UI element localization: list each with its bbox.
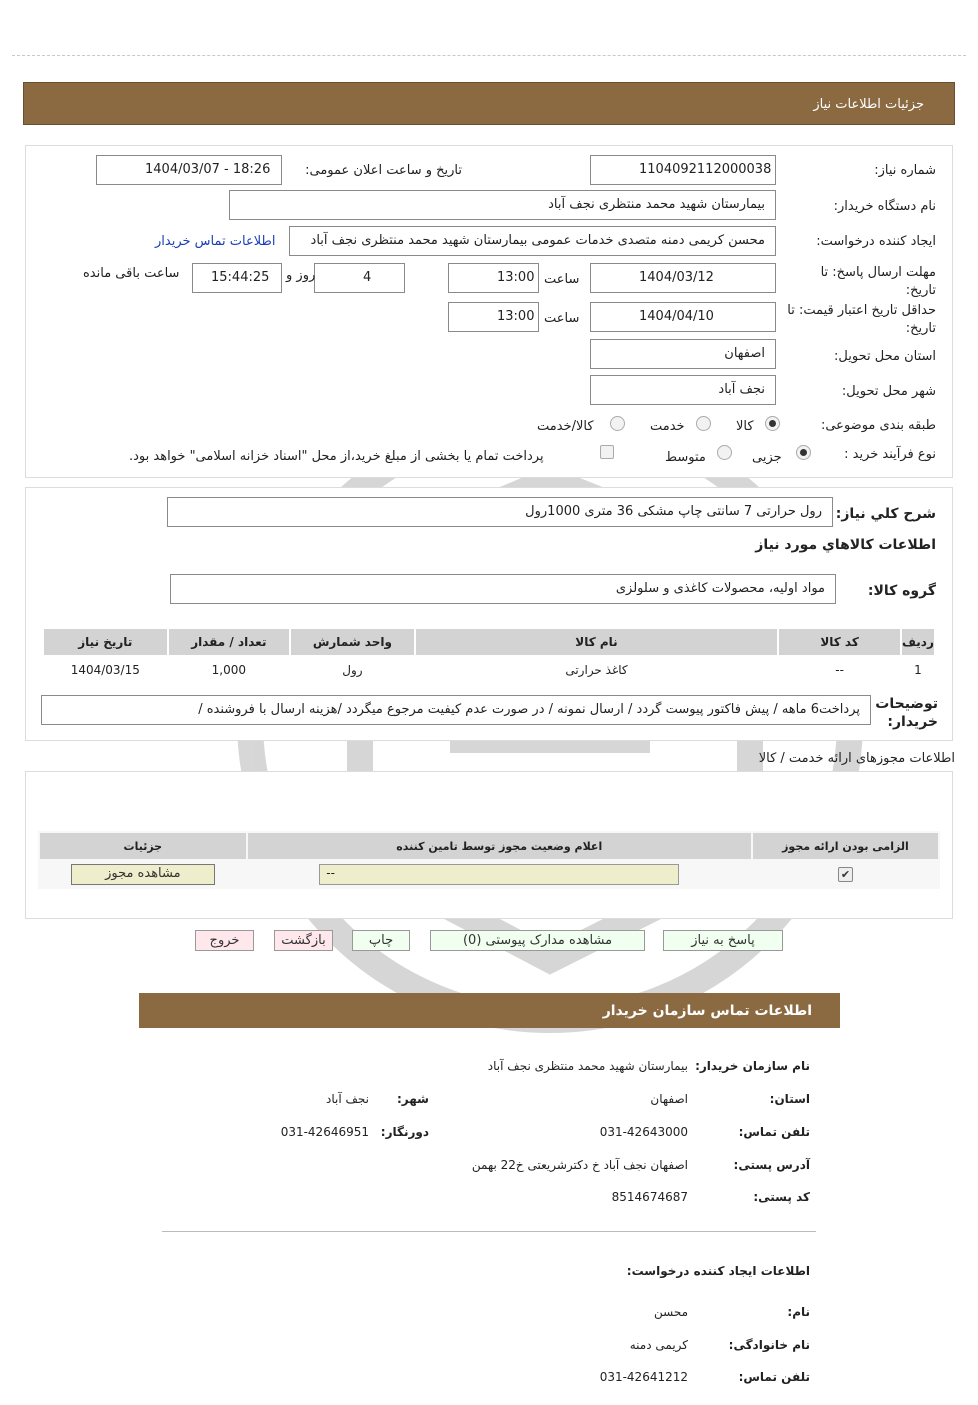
col-row-number: رديف <box>902 629 934 655</box>
category-radio-goods[interactable] <box>765 416 780 431</box>
col-permit-required: الزامی بودن ارائه مجوز <box>753 833 938 859</box>
need-number-label: شماره نياز: <box>874 163 936 178</box>
cell-goods-code: -- <box>835 663 844 677</box>
buyer-notes-label: توضیحات خریدار: <box>875 696 938 730</box>
creator-name-label: نام: <box>787 1305 810 1319</box>
purchase-radio-medium[interactable] <box>717 445 732 460</box>
contact-address-value: اصفهان نجف آباد خ دکترشریعتی خ22 بهمن <box>471 1158 688 1172</box>
goods-group-label: گروه کالا: <box>867 583 936 599</box>
page-title: جزئيات اطلاعات نياز <box>813 97 924 112</box>
deadline-time-label: ساعت <box>544 272 580 287</box>
need-summary-label: شرح کلي نياز: <box>835 506 936 522</box>
deadline-time-field[interactable]: 13:00 <box>448 263 539 293</box>
buyer-notes-field[interactable]: پرداخت6 ماهه / پیش فاکتور پیوست گردد / ارسال نمونه / در صورت عدم کیفیت مرجوع میگردد /هزینه ارسال با فروشنده / <box>41 695 871 725</box>
creator-label: ایجاد کننده درخواست: <box>816 234 936 249</box>
buyer-org-field[interactable]: بیمارستان شهید محمد منتظری نجف آباد <box>229 190 776 220</box>
creator-family-value: کریمی دمنه <box>629 1338 688 1352</box>
col-quantity: تعداد / مقدار <box>169 629 290 655</box>
announce-datetime-label: تاريخ و ساعت اعلان عمومی: <box>305 163 462 178</box>
days-field[interactable]: 4 <box>314 263 405 293</box>
purchase-type-label: نوع فرآیند خرید : <box>844 447 936 462</box>
delivery-province-field[interactable]: اصفهان <box>590 339 776 369</box>
view-permit-button[interactable]: مشاهده مجوز <box>71 864 215 885</box>
category-radio-goods-service[interactable] <box>610 416 625 431</box>
table-row <box>40 861 938 887</box>
category-option-goods: کالا <box>736 419 754 434</box>
col-permit-details: جزئیات <box>40 833 246 859</box>
print-button[interactable]: چاپ <box>352 930 410 951</box>
creator-field[interactable]: محسن کریمی دمنه متصدی خدمات عمومی بیمارستان شهید محمد منتظری نجف آباد <box>289 226 776 256</box>
goods-group-field[interactable]: مواد اولیه، محصولات کاغذی و سلولزی <box>170 574 836 604</box>
delivery-city-label: شهر محل تحویل: <box>841 384 936 399</box>
permits-table-header <box>40 833 938 859</box>
cell-permit-details <box>40 861 246 887</box>
category-option-goods-service: کالا/خدمت <box>537 419 594 434</box>
contact-fax-label: دورنگار: <box>380 1125 429 1139</box>
contact-city-label: شهر: <box>397 1092 429 1106</box>
creator-info-title: اطلاعات ایجاد کننده درخواست: <box>626 1264 810 1278</box>
deadline-label: مهلت ارسال پاسخ: تا تاریخ: <box>820 265 936 298</box>
table-row <box>44 657 934 683</box>
contact-province-label: استان: <box>769 1092 810 1106</box>
validity-date-field[interactable]: 1404/04/10 <box>590 302 776 332</box>
contact-org-label: نام سازمان خریدار: <box>695 1059 810 1073</box>
cell-permit-required <box>753 861 938 887</box>
col-goods-name: نام کالا <box>416 629 778 655</box>
need-number-field[interactable]: 1104092112000038 <box>590 155 776 185</box>
purchase-option-medium: متوسط <box>665 450 706 465</box>
remaining-time-label: ساعت باقی مانده <box>83 266 180 281</box>
contact-province-value: اصفهان <box>650 1092 688 1106</box>
deadline-date-field[interactable]: 1404/03/12 <box>590 263 776 293</box>
col-goods-code: کد کالا <box>779 629 900 655</box>
buyer-org-label: نام دستگاه خریدار: <box>833 199 936 214</box>
goods-table-header <box>44 629 934 655</box>
permit-required-checkbox[interactable]: ✔ <box>838 867 853 882</box>
cell-goods-name: کاغذ حرارتی <box>565 663 628 677</box>
contact-fax-value: 031-42646951 <box>280 1125 369 1139</box>
cell-permit-status <box>248 861 751 887</box>
announce-datetime-field[interactable]: 1404/03/07 - 18:26 <box>96 155 282 185</box>
creator-family-label: نام خانوادگی: <box>728 1338 810 1352</box>
contact-postal-label: کد پستی: <box>753 1190 810 1204</box>
treasury-payment-note: پرداخت تمام یا بخشی از مبلغ خرید،از محل "اسناد خزانه اسلامی" خواهد بود. <box>129 449 544 464</box>
treasury-payment-checkbox[interactable] <box>600 445 614 459</box>
col-unit: واحد شمارش <box>291 629 414 655</box>
cell-quantity: 1,000 <box>211 663 247 677</box>
delivery-province-label: استان محل تحویل: <box>834 349 936 364</box>
buyer-contact-title: اطلاعات تماس سازمان خریدار <box>602 1003 812 1019</box>
page-title-bar <box>23 82 955 125</box>
category-radio-service[interactable] <box>696 416 711 431</box>
contact-org-value: بیمارستان شهید محمد منتظری نجف آباد <box>487 1059 688 1073</box>
contact-phone-label: تلفن تماس: <box>738 1125 810 1139</box>
days-label: روز و <box>286 268 316 283</box>
view-attachments-button[interactable]: مشاهده مدارک پیوستی (0) <box>430 930 645 951</box>
delivery-city-field[interactable]: نجف آباد <box>590 375 776 405</box>
cell-unit: رول <box>342 663 363 677</box>
buyer-contact-title-bar <box>139 993 840 1028</box>
top-divider <box>12 55 966 56</box>
category-label: طبقه بندی موضوعی: <box>820 418 936 433</box>
contact-address-label: آدرس پستی: <box>733 1158 810 1172</box>
contact-divider <box>162 1231 816 1232</box>
buyer-contact-link[interactable]: اطلاعات تماس خریدار <box>155 234 276 249</box>
permits-title: اطلاعات مجوزهای ارائه خدمت / کالا <box>758 751 955 766</box>
creator-phone-value: 031-42641212 <box>599 1370 688 1384</box>
col-permit-status: اعلام وضعیت مجوز توسط تامین کننده <box>248 833 751 859</box>
reply-to-need-button[interactable]: پاسخ به نياز <box>663 930 783 951</box>
goods-section-title: اطلاعات کالاهاي مورد نياز <box>755 537 936 553</box>
remaining-time-field[interactable]: 15:44:25 <box>192 263 282 293</box>
price-validity-label: حداقل تاريخ اعتبار قيمت: تا تاريخ: <box>787 303 936 336</box>
purchase-option-minor: جزیی <box>752 450 782 465</box>
cell-row-number: 1 <box>914 663 922 677</box>
cell-need-date: 1404/03/15 <box>70 663 140 677</box>
contact-phone-value: 031-42643000 <box>599 1125 688 1139</box>
goods-table <box>42 627 936 685</box>
permit-status-field[interactable]: -- <box>319 864 679 885</box>
creator-name-value: محسن <box>653 1305 688 1319</box>
category-option-service: خدمت <box>650 419 685 434</box>
exit-button[interactable]: خروج <box>195 930 254 951</box>
permits-table <box>38 831 940 889</box>
need-summary-field[interactable]: رول حرارتی 7 سانتی چاپ مشکی 36 متری 1000رول <box>167 497 833 527</box>
back-button[interactable]: بازگشت <box>274 930 333 951</box>
purchase-radio-minor[interactable] <box>796 445 811 460</box>
creator-phone-label: تلفن تماس: <box>738 1370 810 1384</box>
contact-postal-value: 8514674687 <box>611 1190 688 1204</box>
validity-time-label: ساعت <box>544 311 580 326</box>
contact-city-value: نجف آباد <box>326 1092 369 1106</box>
validity-time-field[interactable]: 13:00 <box>448 302 539 332</box>
col-need-date: تاريخ نياز <box>44 629 167 655</box>
